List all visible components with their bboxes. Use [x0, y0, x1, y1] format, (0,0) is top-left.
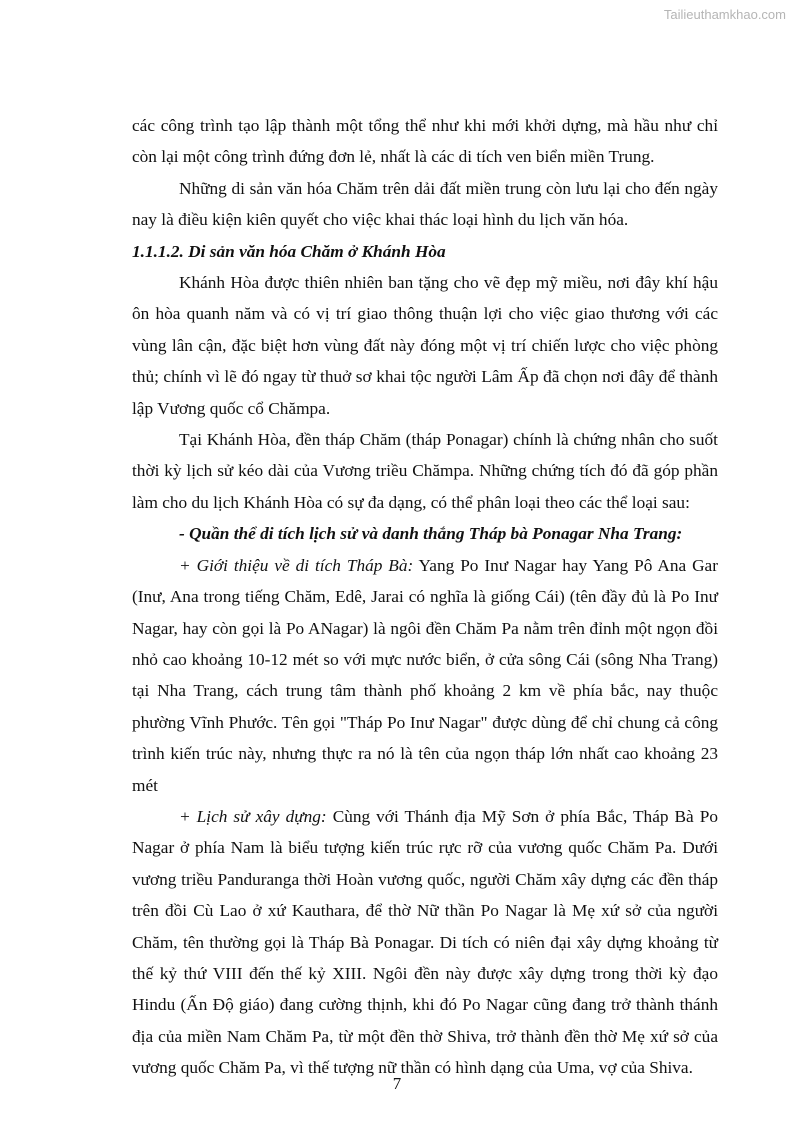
paragraph	[132, 801, 718, 1084]
document-body	[132, 110, 718, 1084]
paragraph-text: Cùng với Thánh địa Mỹ Sơn ở phía Bắc, Tháp Bà Po Nagar ở phía Nam là biểu tượng kiến trúc rực rỡ của vương quốc Chăm Pa. Dưới vương triều Panduranga thời Hoàn vương quốc, người Chăm xây dựng các đền tháp trên đồi Cù Lao ở xứ Kauthara, để thờ Nữ thần Po Nagar là Mẹ xứ sở của người Chăm, tên thường gọi là Tháp Bà Ponagar. Di tích có niên đại xây dựng khoảng từ thế kỷ thứ VIII đến thế kỷ XIII. Ngôi đền này được xây dựng trong thời kỳ đạo Hindu (Ấn Độ giáo) đang cường thịnh, khi đó Po Nagar cũng đang trở thành thánh địa của miền Nam Chăm Pa, từ một đền thờ Shiva, trở thành đền thờ Mẹ xứ sở của vương quốc Chăm Pa, vì thế tượng nữ thần có hình dạng của Uma, vợ của Shiva.	[132, 806, 718, 1078]
subsection-heading: - Quần thể di tích lịch sử và danh thắng Tháp bà Ponagar Nha Trang:	[179, 524, 683, 544]
paragraph-label: + Lịch sử xây dựng:	[179, 806, 327, 826]
paragraph: Những di sản văn hóa Chăm trên dải đất miền trung còn lưu lại cho đến ngày nay là điều kiện kiên quyết cho việc khai thác loại hình du lịch văn hóa.	[132, 178, 718, 230]
paragraph: Khánh Hòa được thiên nhiên ban tặng cho vẽ đẹp mỹ miều, nơi đây khí hậu ôn hòa quanh năm và có vị trí giao thông thuận lợi cho việc giao thương với các vùng lân cận, đặc biệt hơn vùng đất này đóng một vị trí chiến lược cho việc phòng thủ; chính vì lẽ đó ngay từ thuở sơ khai tộc người Lâm Ấp đã chọn nơi đây để thành lập Vương quốc cổ Chămpa.	[132, 273, 718, 418]
paragraph-text: Yang Po Inư Nagar hay Yang Pô Ana Gar (Inư, Ana trong tiếng Chăm, Edê, Jarai có nghĩa là giống Cái) (tên đầy đủ là Po Inư Nagar, hay còn gọi là Po ANagar) là ngôi đền Chăm Pa nằm trên đỉnh một ngọn đồi nhỏ cao khoảng 10-12 mét so với mực nước biển, ở cửa sông Cái (sông Nha Trang) tại Nha Trang, cách trung tâm thành phố khoảng 2 km về phía bắc, nay thuộc phường Vĩnh Phước. Tên gọi "Tháp Po Inư Nagar" được dùng để chỉ chung cả công trình kiến trúc này, nhưng thực ra nó là tên của ngọn tháp lớn nhất cao khoảng 23 mét	[132, 555, 718, 795]
page-number: 7	[392, 1074, 402, 1093]
paragraph: các công trình tạo lập thành một tổng thể như khi mới khởi dựng, mà hầu như chỉ còn lại một công trình đứng đơn lẻ, nhất là các di tích ven biển miền Trung.	[132, 116, 718, 167]
paragraph	[132, 550, 718, 801]
paragraph-label: + Giới thiệu về di tích Tháp Bà:	[179, 555, 414, 575]
paragraph: Tại Khánh Hòa, đền tháp Chăm (tháp Ponagar) chính là chứng nhân cho suốt thời kỳ lịch sử kéo dài của Vương triều Chămpa. Những chứng tích đó đã góp phần làm cho du lịch Khánh Hòa có sự đa dạng, có thể phân loại theo các thể loại sau:	[132, 430, 718, 512]
watermark: Tailieuthamkhao.com	[663, 7, 786, 22]
section-heading: 1.1.1.2. Di sản văn hóa Chăm ở Khánh Hòa	[132, 241, 446, 261]
